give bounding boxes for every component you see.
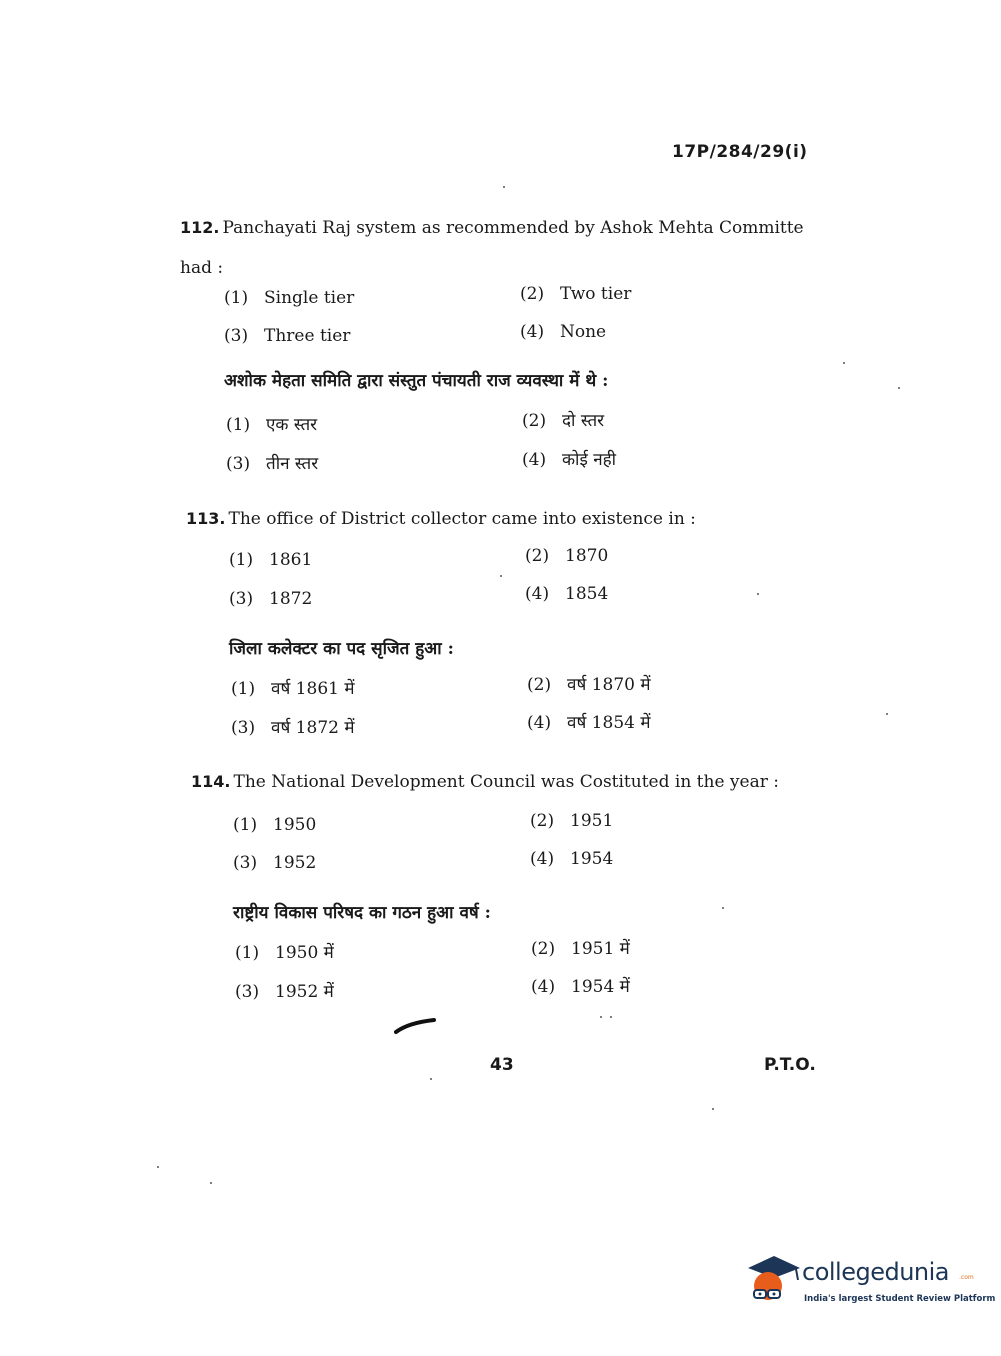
option-1-en: (1) Single tier [224,288,355,308]
question-text-en: The National Development Council was Costituted in the year : [233,772,779,792]
brand-name: collegedunia [802,1258,950,1286]
option-4-en: (4) None [520,322,607,342]
scan-speck [712,1108,714,1110]
option-4-en: (4) 1954 [530,849,614,869]
option-3-hi: (3) तीन स्तर [226,454,319,474]
scan-speck [898,387,900,389]
option-1-hi: (1) वर्ष 1861 में [231,679,355,699]
question-text-hi: राष्ट्रीय विकास परिषद का गठन हुआ वर्ष : [233,903,491,923]
brand-tagline: India's largest Student Review Platform [804,1294,996,1304]
collegedunia-logo [744,1250,996,1314]
scan-speck [843,362,845,364]
question-text-en: Panchayati Raj system as recommended by Ashok Mehta Committe had : [180,218,804,278]
option-4-hi: (4) 1954 में [531,977,630,997]
question-number: 112. [180,218,220,237]
option-2-en: (2) Two tier [520,284,632,304]
option-3-hi: (3) वर्ष 1872 में [231,718,355,738]
scan-speck [600,1016,602,1018]
question-text-hi: जिला कलेक्टर का पद सृजित हुआ : [229,639,454,659]
option-1-en: (1) 1950 [233,815,317,835]
question-114 [191,772,831,792]
mascot-icon [744,1250,802,1310]
scan-speck [210,1182,212,1184]
scan-speck [886,713,888,715]
question-text-hi: अशोक मेहता समिति द्वारा संस्तुत पंचायती राज व्यवस्था में थे : [224,371,609,391]
option-3-en: (3) 1952 [233,853,317,873]
option-2-en: (2) 1870 [525,546,609,566]
question-112 [180,208,820,288]
option-3-en: (3) 1872 [229,589,313,609]
scan-speck [610,1016,612,1018]
scan-speck [757,593,759,595]
option-4-hi: (4) वर्ष 1854 में [527,713,651,733]
option-1-en: (1) 1861 [229,550,313,570]
scan-speck [430,1078,432,1080]
pto-label: P.T.O. [764,1055,816,1075]
option-2-hi: (2) दो स्तर [522,411,605,431]
option-3-hi: (3) 1952 में [235,982,334,1002]
option-1-hi: (1) एक स्तर [226,415,318,435]
option-4-hi: (4) कोई नही [522,450,617,470]
question-number: 113. [186,509,226,528]
option-2-hi: (2) वर्ष 1870 में [527,675,651,695]
page-number: 43 [490,1055,514,1075]
option-1-hi: (1) 1950 में [235,943,334,963]
option-4-en: (4) 1854 [525,584,609,604]
pen-stroke-mark [394,1014,438,1036]
scan-speck [500,575,502,577]
paper-code: 17P/284/29(i) [672,142,808,162]
scan-speck [722,907,724,909]
question-text-en: The office of District collector came into existence in : [228,509,696,529]
question-number: 114. [191,772,231,791]
scan-speck [157,1166,159,1168]
option-2-hi: (2) 1951 में [531,939,630,959]
brand-suffix: .com [959,1274,974,1281]
option-2-en: (2) 1951 [530,811,614,831]
scan-speck [503,186,505,188]
option-3-en: (3) Three tier [224,326,351,346]
question-113 [186,509,826,529]
